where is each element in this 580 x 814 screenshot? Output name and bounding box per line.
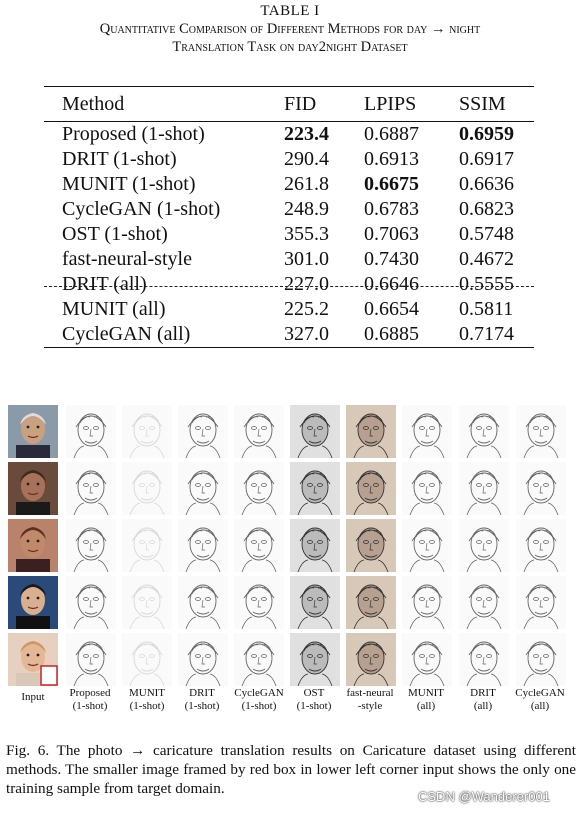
result-image <box>459 405 509 458</box>
table-row <box>44 147 534 172</box>
result-image <box>346 462 396 515</box>
result-image <box>234 576 284 629</box>
result-image <box>234 405 284 458</box>
cell-method: MUNIT (all) <box>62 298 166 320</box>
column-label <box>455 687 511 713</box>
column-label-line2: (1-shot) <box>129 700 165 712</box>
table-title-line2: Translation Task on day2night Dataset <box>172 39 408 55</box>
result-image <box>402 576 452 629</box>
cell-method: MUNIT (1-shot) <box>62 173 196 195</box>
column-label <box>286 687 342 713</box>
cell-fid: 223.4 <box>284 123 329 145</box>
cell-lpips: 0.6783 <box>364 198 419 220</box>
input-photo <box>8 633 58 686</box>
column-label <box>62 687 118 713</box>
table-row <box>44 322 534 348</box>
result-image <box>402 633 452 686</box>
column-label <box>512 687 568 713</box>
table-title-line1: Quantitative Comparison of Different Methods for day → night <box>99 21 481 37</box>
result-image <box>402 519 452 572</box>
cell-fid: 355.3 <box>284 223 329 245</box>
cell-fid: 248.9 <box>284 198 329 220</box>
column-label-line1: OST <box>303 687 325 699</box>
result-image <box>346 519 396 572</box>
column-label <box>231 687 287 713</box>
result-image <box>66 519 116 572</box>
column-label-line1: CycleGAN <box>515 687 565 699</box>
cell-ssim: 0.6823 <box>459 198 514 220</box>
result-image <box>290 462 340 515</box>
result-image <box>178 462 228 515</box>
cell-lpips: 0.6654 <box>364 298 419 320</box>
column-label-line2: -style <box>357 700 383 712</box>
result-image <box>516 576 566 629</box>
cell-lpips: 0.7063 <box>364 223 419 245</box>
result-image <box>66 633 116 686</box>
result-image <box>290 405 340 458</box>
results-table <box>44 86 534 348</box>
column-label-line1: MUNIT <box>407 687 445 699</box>
cell-lpips: 0.6646 <box>364 273 419 295</box>
header-method: Method <box>62 93 125 115</box>
cell-fid: 301.0 <box>284 248 329 270</box>
table-row <box>44 222 534 247</box>
result-image <box>122 405 172 458</box>
result-image <box>178 405 228 458</box>
cell-lpips: 0.6913 <box>364 148 419 170</box>
cell-method: CycleGAN (all) <box>62 323 191 345</box>
cell-ssim: 0.6917 <box>459 148 514 170</box>
result-image <box>290 633 340 686</box>
column-label-line1: DRIT <box>189 687 215 699</box>
column-label <box>342 687 398 713</box>
input-photo <box>8 576 58 629</box>
cell-ssim: 0.4672 <box>459 248 514 270</box>
result-image <box>459 576 509 629</box>
column-label-line1: fast-neural <box>346 687 394 699</box>
column-label-line2: (all) <box>416 700 436 712</box>
cell-method: DRIT (all) <box>62 273 147 295</box>
result-image <box>516 519 566 572</box>
result-image <box>346 576 396 629</box>
result-image <box>122 633 172 686</box>
table-row <box>44 297 534 322</box>
dashed-separator <box>44 286 534 287</box>
column-label-line2: (all) <box>530 700 550 712</box>
column-label-line1: Proposed <box>69 687 111 699</box>
cell-ssim: 0.5555 <box>459 273 514 295</box>
result-image <box>346 405 396 458</box>
header-fid: FID <box>284 93 317 115</box>
table-row <box>44 197 534 222</box>
figure-caption: Fig. 6. The photo → caricature translation results on Caricature dataset using different methods. The smaller image framed by red box in lower left corner input shows the only one training sample from target domain. <box>6 742 576 797</box>
result-image <box>66 576 116 629</box>
result-image <box>290 519 340 572</box>
table-header-row <box>44 87 534 122</box>
column-label-line1: CycleGAN <box>234 687 284 699</box>
input-photo <box>8 405 58 458</box>
column-label-line2: (1-shot) <box>184 700 220 712</box>
column-label <box>174 687 230 713</box>
table-label: TABLE I <box>260 3 320 19</box>
cell-method: OST (1-shot) <box>62 223 168 245</box>
result-image <box>178 519 228 572</box>
result-image <box>122 462 172 515</box>
column-label <box>5 691 61 704</box>
result-image <box>122 519 172 572</box>
cell-method: Proposed (1-shot) <box>62 123 205 145</box>
cell-ssim: 0.5748 <box>459 223 514 245</box>
cell-fid: 261.8 <box>284 173 329 195</box>
result-image <box>234 462 284 515</box>
column-label-line2: (all) <box>473 700 493 712</box>
column-label <box>398 687 454 713</box>
table-row <box>44 172 534 197</box>
cell-ssim: 0.5811 <box>459 298 514 320</box>
cell-lpips: 0.6887 <box>364 123 419 145</box>
cell-lpips: 0.6675 <box>364 173 419 195</box>
column-label <box>119 687 175 713</box>
cell-ssim: 0.7174 <box>459 323 514 345</box>
table-row <box>44 122 534 148</box>
header-lpips: LPIPS <box>364 93 417 115</box>
cell-method: CycleGAN (1-shot) <box>62 198 221 220</box>
result-image <box>516 633 566 686</box>
column-label-line2: (1-shot) <box>241 700 277 712</box>
result-image <box>459 633 509 686</box>
result-image <box>122 576 172 629</box>
result-image <box>178 633 228 686</box>
input-photo <box>8 462 58 515</box>
result-image <box>402 405 452 458</box>
result-image <box>346 633 396 686</box>
column-label-line1: MUNIT <box>128 687 166 699</box>
result-image <box>66 462 116 515</box>
cell-lpips: 0.7430 <box>364 248 419 270</box>
result-image <box>459 519 509 572</box>
cell-method: fast-neural-style <box>62 248 192 270</box>
caricature-figure-grid <box>8 405 574 689</box>
result-image <box>459 462 509 515</box>
column-label-line2: (1-shot) <box>296 700 332 712</box>
cell-ssim: 0.6959 <box>459 123 514 145</box>
result-image <box>178 576 228 629</box>
header-ssim: SSIM <box>459 93 506 115</box>
result-image <box>516 462 566 515</box>
result-image <box>516 405 566 458</box>
result-image <box>234 519 284 572</box>
cell-ssim: 0.6636 <box>459 173 514 195</box>
cell-fid: 290.4 <box>284 148 329 170</box>
cell-lpips: 0.6885 <box>364 323 419 345</box>
column-label-line1: DRIT <box>470 687 496 699</box>
result-image <box>234 633 284 686</box>
cell-fid: 327.0 <box>284 323 329 345</box>
result-image <box>290 576 340 629</box>
column-label-line2: (1-shot) <box>72 700 108 712</box>
watermark: CSDN @Wanderer001 <box>418 789 550 804</box>
result-image <box>402 462 452 515</box>
cell-fid: 227.0 <box>284 273 329 295</box>
result-image <box>66 405 116 458</box>
cell-fid: 225.2 <box>284 298 329 320</box>
column-label-line1: Input <box>21 691 45 703</box>
table-row <box>44 272 534 297</box>
cell-method: DRIT (1-shot) <box>62 148 177 170</box>
table-row <box>44 247 534 272</box>
input-photo <box>8 519 58 572</box>
